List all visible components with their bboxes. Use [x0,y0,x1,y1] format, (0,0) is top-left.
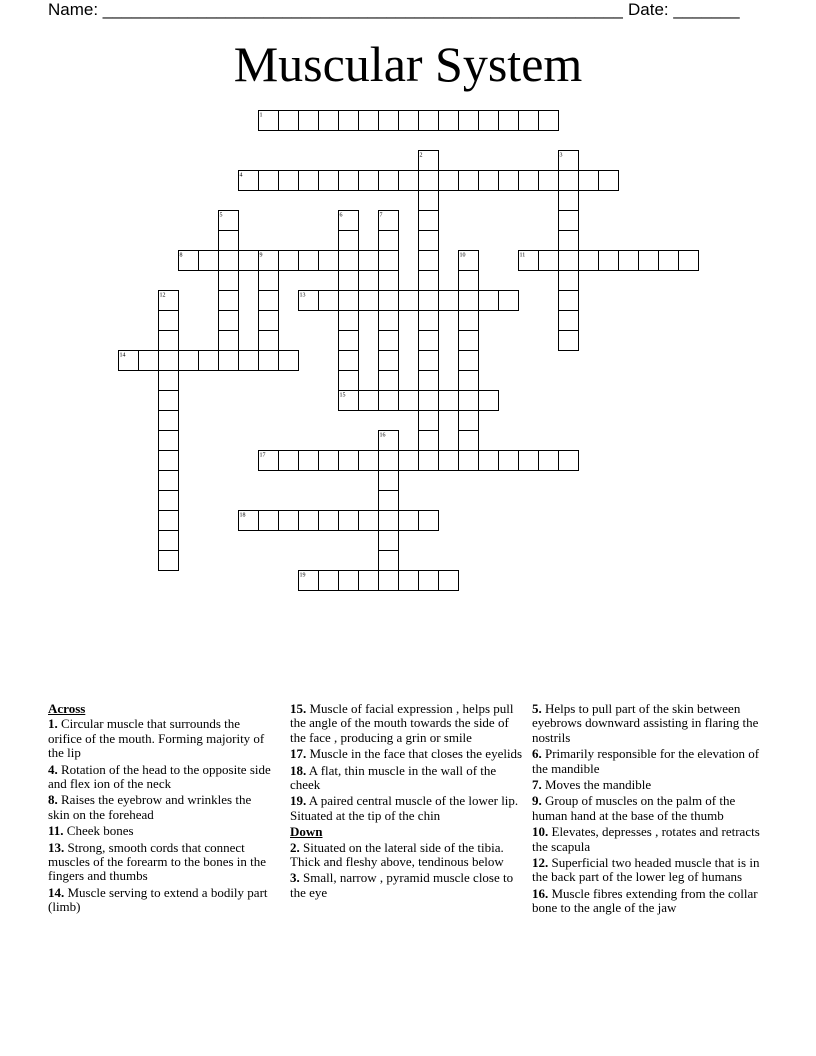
grid-cell[interactable] [419,511,439,531]
clue-text: Muscle of facial expression , helps pull the angle of the mouth towards the side of the face , producing a grin or smile [290,701,514,745]
grid-cell[interactable] [239,251,259,271]
clue-number: 4. [48,761,58,777]
grid-cell[interactable] [159,471,179,491]
grid-cell[interactable] [539,451,559,471]
grid-cell[interactable] [359,171,379,191]
grid-cell[interactable] [419,171,439,191]
grid-cell[interactable] [419,431,439,451]
grid-cell[interactable] [499,291,519,311]
grid-cell[interactable] [219,251,239,271]
cell-number: 10 [459,252,466,259]
grid-cell[interactable] [259,351,279,371]
grid-cell[interactable] [379,311,399,331]
grid-cell[interactable] [419,331,439,351]
grid-cell[interactable] [559,191,579,211]
grid-cell[interactable] [559,251,579,271]
grid-cell[interactable] [379,511,399,531]
cell-number: 2 [419,152,423,159]
grid-cell[interactable] [679,251,699,271]
grid-cell[interactable] [379,291,399,311]
grid-cell[interactable] [379,551,399,571]
grid-cell[interactable] [159,491,179,511]
cell-number: 12 [159,292,166,299]
clue-text: Superficial two headed muscle that is in the back part of the lower leg of humans [532,855,760,885]
grid-cell[interactable] [379,531,399,551]
clue-down-10 [532,825,768,854]
date-field-label: Date: _______ [628,0,740,19]
clue-number: 16. [532,885,549,901]
grid-cell[interactable] [339,351,359,371]
clue-text: Primarily responsible for the elevation of the mandible [532,746,760,776]
grid-cell[interactable] [419,231,439,251]
clue-number: 9. [532,793,542,809]
grid-cell[interactable] [319,571,339,591]
grid-cell[interactable] [339,231,359,251]
grid-cell[interactable] [259,291,279,311]
grid-cell[interactable] [419,411,439,431]
grid-cell[interactable] [519,111,539,131]
grid-cell[interactable] [499,111,519,131]
grid-cell[interactable] [319,511,339,531]
clue-text: Muscle in the face that closes the eyelids [309,746,523,762]
grid-cell[interactable] [299,511,319,531]
grid-cell[interactable] [259,331,279,351]
cell-number: 14 [119,352,126,359]
down-heading: Down [290,824,323,840]
grid-cell[interactable] [219,311,239,331]
grid-cell[interactable] [379,251,399,271]
cell-number: 19 [299,572,306,579]
clue-number: 11. [48,823,64,839]
cell-number: 7 [379,212,383,219]
clue-text: Strong, smooth cords that connect muscles of the forearm to the bones in the fingers and thumbs [48,839,267,884]
clue-text: Group of muscles on the palm of the human hand at the base of the thumb [532,793,736,823]
grid-cell[interactable] [539,251,559,271]
grid-cell[interactable] [159,531,179,551]
grid-cell[interactable] [159,411,179,431]
grid-cell[interactable] [439,291,459,311]
grid-cell[interactable] [259,271,279,291]
grid-cell[interactable] [359,111,379,131]
grid-cell[interactable] [219,331,239,351]
grid-cell[interactable] [559,231,579,251]
grid-cell[interactable] [159,551,179,571]
cell-number: 17 [259,452,266,459]
grid-cell[interactable] [639,251,659,271]
grid-cell[interactable] [339,571,359,591]
grid-cell[interactable] [459,291,479,311]
grid-cell[interactable] [239,351,259,371]
grid-cell[interactable] [539,171,559,191]
clue-text: A paired central muscle of the lower lip. Situated at the tip of the chin [290,793,519,823]
clue-across-17 [290,747,526,761]
grid-cell[interactable] [439,571,459,591]
grid-cell[interactable] [379,351,399,371]
grid-cell[interactable] [539,111,559,131]
grid-cell[interactable] [179,351,199,371]
grid-cell[interactable] [319,291,339,311]
grid-cell[interactable] [339,511,359,531]
clue-number: 19. [290,793,307,809]
cell-number: 6 [339,212,343,219]
grid-cell[interactable] [379,391,399,411]
clue-text: Rotation of the head to the opposite side and flex ion of the neck [48,761,271,792]
cell-number: 15 [339,392,346,399]
clue-number: 2. [290,839,300,855]
grid-cell[interactable] [399,571,419,591]
grid-cell[interactable] [459,331,479,351]
grid-cell[interactable] [419,111,439,131]
grid-cell[interactable] [459,451,479,471]
clue-down-9 [532,794,768,823]
clue-text: Muscle fibres extending from the collar bone to the angle of the jaw [532,885,758,916]
grid-cell[interactable] [559,291,579,311]
clues-column-3 [532,702,768,918]
grid-cell[interactable] [359,571,379,591]
clue-number: 18. [290,762,307,778]
grid-cell[interactable] [499,171,519,191]
cell-number: 18 [239,512,246,519]
grid-cell[interactable] [319,111,339,131]
grid-cell[interactable] [419,571,439,591]
grid-cell[interactable] [619,251,639,271]
clue-number: 7. [532,777,542,793]
grid-cell[interactable] [659,251,679,271]
clue-number: 1. [48,716,58,732]
grid-cell[interactable] [399,391,419,411]
clue-number: 14. [48,884,65,900]
grid-cell[interactable] [319,451,339,471]
grid-cell[interactable] [459,391,479,411]
grid-cell[interactable] [459,111,479,131]
grid-cell[interactable] [399,171,419,191]
grid-cell[interactable] [159,371,179,391]
grid-cell[interactable] [299,451,319,471]
grid-cell[interactable] [259,311,279,331]
grid-cell[interactable] [379,171,399,191]
grid-cell[interactable] [399,451,419,471]
grid-cell[interactable] [159,431,179,451]
grid-cell[interactable] [219,291,239,311]
clue-text: A flat, thin muscle in the wall of the cheek [290,762,497,793]
grid-cell[interactable] [299,111,319,131]
cell-number: 3 [559,152,563,159]
clue-number: 10. [532,824,549,840]
grid-cell[interactable] [359,391,379,411]
grid-cell[interactable] [159,311,179,331]
grid-cell[interactable] [279,111,299,131]
cell-number: 11 [519,252,526,259]
grid-cell[interactable] [399,511,419,531]
grid-cell[interactable] [559,171,579,191]
grid-cell[interactable] [479,291,499,311]
grid-cell[interactable] [599,171,619,191]
clue-number: 15. [290,701,307,716]
grid-cell[interactable] [339,111,359,131]
grid-cell[interactable] [219,231,239,251]
grid-cell[interactable] [579,251,599,271]
grid-cell[interactable] [139,351,159,371]
grid-cell[interactable] [459,371,479,391]
clue-down-12 [532,856,768,885]
grid-cell[interactable] [419,211,439,231]
grid-cell[interactable] [299,251,319,271]
grid-cell[interactable] [399,291,419,311]
grid-cell[interactable] [279,511,299,531]
clues-column-2 [290,702,526,902]
grid-cell[interactable] [379,231,399,251]
clue-down-6 [532,747,768,776]
grid-cell[interactable] [459,411,479,431]
grid-cell[interactable] [519,171,539,191]
grid-cell[interactable] [579,171,599,191]
grid-cell[interactable] [399,111,419,131]
grid-cell[interactable] [299,171,319,191]
grid-cell[interactable] [419,271,439,291]
grid-cell[interactable] [459,351,479,371]
clue-number: 8. [48,792,58,808]
grid-cell[interactable] [439,111,459,131]
grid-cell[interactable] [359,291,379,311]
grid-cell[interactable] [159,451,179,471]
clue-number: 17. [290,746,307,762]
grid-cell[interactable] [559,211,579,231]
clue-text: Raises the eyebrow and wrinkles the skin on the forehead [48,792,252,822]
grid-cell[interactable] [439,391,459,411]
grid-cell[interactable] [419,351,439,371]
grid-cell[interactable] [419,371,439,391]
clue-across-14 [48,886,276,915]
grid-cell[interactable] [439,171,459,191]
grid-cell[interactable] [379,271,399,291]
grid-cell[interactable] [339,451,359,471]
grid-cell[interactable] [379,111,399,131]
cell-number: 9 [259,252,263,259]
grid-cell[interactable] [459,171,479,191]
clue-text: Circular muscle that surrounds the orifice of the mouth. Forming majority of the lip [48,716,265,761]
clue-text: Situated on the lateral side of the tibia. Thick and fleshy above, tendinous below [290,839,504,870]
grid-cell[interactable] [419,451,439,471]
grid-cell[interactable] [279,171,299,191]
grid-cell[interactable] [339,271,359,291]
grid-cell[interactable] [379,451,399,471]
clue-across-11 [48,824,276,838]
clue-down-2 [290,841,526,870]
page-title: Muscular System [233,36,583,92]
grid-cell[interactable] [419,291,439,311]
clue-across-13 [48,841,276,884]
grid-cell[interactable] [159,331,179,351]
cell-number: 8 [179,252,183,259]
clue-text: Elevates, depresses , rotates and retracts the scapula [532,824,760,854]
across-heading: Across [48,701,86,716]
clue-text: Helps to pull part of the skin between eyebrows downward assisting in flaring the nostrils [532,701,759,745]
grid-cell[interactable] [339,311,359,331]
grid-cell[interactable] [459,271,479,291]
grid-cell[interactable] [379,331,399,351]
grid-cell[interactable] [419,391,439,411]
grid-cell[interactable] [359,511,379,531]
clue-across-15 [290,702,526,745]
clue-across-4 [48,763,276,792]
clue-down-7 [532,778,768,792]
grid-cell[interactable] [259,511,279,531]
cell-number: 4 [239,172,243,179]
grid-cell[interactable] [339,251,359,271]
grid-cell[interactable] [259,171,279,191]
clue-text: Cheek bones [66,823,134,839]
grid-cell[interactable] [219,351,239,371]
grid-cell[interactable] [379,491,399,511]
grid-cell[interactable] [279,451,299,471]
grid-cell[interactable] [559,451,579,471]
clue-number: 3. [290,870,300,886]
clue-across-8 [48,793,276,822]
grid-cell[interactable] [559,311,579,331]
grid-cell[interactable] [439,451,459,471]
grid-cell[interactable] [419,191,439,211]
grid-cell[interactable] [459,431,479,451]
cell-number: 1 [259,112,263,119]
cell-number: 16 [379,432,386,439]
clue-text: Small, narrow , pyramid muscle close to the eye [290,870,514,900]
clue-across-18 [290,764,526,793]
clue-number: 13. [48,839,65,855]
grid-cell[interactable] [419,311,439,331]
grid-cell[interactable] [379,371,399,391]
grid-cell[interactable] [339,371,359,391]
grid-cell[interactable] [479,171,499,191]
clue-number: 5. [532,701,542,716]
grid-cell[interactable] [319,171,339,191]
grid-cell[interactable] [359,251,379,271]
grid-cell[interactable] [599,251,619,271]
grid-cell[interactable] [159,351,179,371]
cell-number: 5 [219,212,223,219]
clue-number: 12. [532,855,549,871]
grid-cell[interactable] [479,451,499,471]
name-field-label: Name: _______________________________________________________ [48,0,623,19]
clue-across-1 [48,717,276,760]
grid-cell[interactable] [359,451,379,471]
cell-number: 13 [299,292,306,299]
clues-column-1 [48,702,276,917]
grid-cell[interactable] [159,391,179,411]
grid-cell[interactable] [519,451,539,471]
grid-cell[interactable] [279,251,299,271]
grid-cell[interactable] [379,571,399,591]
clue-text: Muscle serving to extend a bodily part (limb) [48,884,268,915]
grid-cell[interactable] [159,511,179,531]
clue-across-19 [290,794,526,823]
grid-cell[interactable] [339,331,359,351]
grid-cell[interactable] [339,171,359,191]
grid-cell[interactable] [499,451,519,471]
grid-cell[interactable] [479,391,499,411]
grid-cell[interactable] [319,251,339,271]
grid-cell[interactable] [419,251,439,271]
grid-cell[interactable] [479,111,499,131]
grid-cell[interactable] [559,331,579,351]
grid-cell[interactable] [219,271,239,291]
grid-cell[interactable] [199,351,219,371]
grid-cell[interactable] [459,311,479,331]
clue-down-16 [532,887,768,916]
clue-number: 6. [532,746,542,762]
clue-text: Moves the mandible [545,777,652,793]
grid-cell[interactable] [199,251,219,271]
grid-cell[interactable] [279,351,299,371]
clue-down-5 [532,702,768,745]
grid-cell[interactable] [379,471,399,491]
grid-cell[interactable] [559,271,579,291]
clue-down-3 [290,871,526,900]
grid-cell[interactable] [339,291,359,311]
